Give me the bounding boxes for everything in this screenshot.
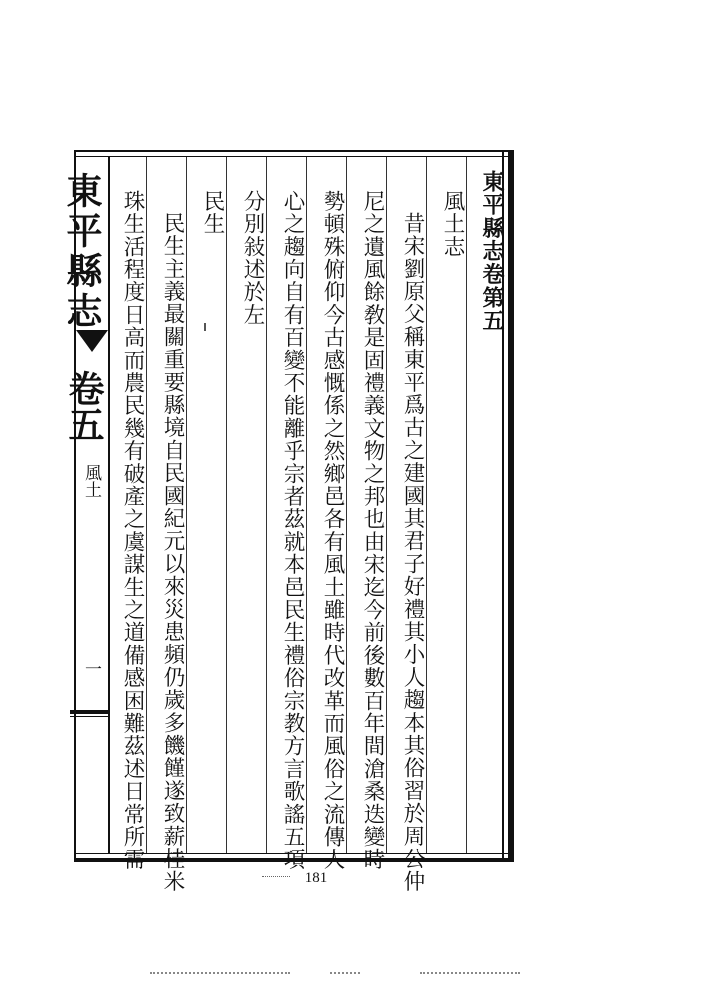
text-column: 尼之遺風餘敎是固禮義文物之邦也由宋迄今前後數百年間滄桑迭變時 (360, 190, 385, 871)
spine-volume: 卷五 (63, 370, 105, 442)
page-number-dots (262, 876, 290, 878)
text-column: 珠生活程度日高而農民幾有破產之虞謀生之道備感困難茲述日常所需 (120, 190, 145, 871)
subsection-heading-minsheng: 民生 (200, 190, 225, 236)
text-column: 分別敍述於左 (240, 190, 265, 327)
scan-artifact (420, 972, 520, 976)
scan-artifact (330, 972, 360, 976)
volume-title: 東平縣志卷第五 (479, 170, 505, 333)
section-heading-fengtu: 風土志 (440, 190, 465, 259)
fold-inner-line (108, 157, 110, 853)
text-column: 勢頓殊俯仰今古感慨係之然鄉邑各有風土雖時代改革而風俗之流傳人 (320, 190, 345, 871)
scan-artifact (150, 972, 290, 976)
frame-top-inner-border (75, 156, 508, 157)
frame-top-border (75, 150, 514, 152)
text-column: 民生主義最關重要縣境自民國紀元以來災患頻仍歲多饑饉遂致薪桂米 (160, 212, 185, 893)
spine-title: 東平縣志 (61, 172, 103, 332)
ink-tick (204, 323, 206, 331)
fold-bottom-bar (70, 710, 110, 714)
spine-page-mark: 一 (81, 660, 101, 677)
fold-bottom-thin-bar (70, 716, 110, 717)
spine-section: 風土 (81, 464, 101, 498)
text-column: 心之趨向自有百變不能離乎宗者茲就本邑民生禮俗宗教方言歌謠五項 (280, 190, 305, 871)
column-rule (466, 157, 467, 853)
fishtail-mark-icon (76, 330, 108, 352)
text-column: 昔宋劉原父稱東平爲古之建國其君子好禮其小人趨本其俗習於周公仲 (400, 212, 425, 893)
column-rule (226, 157, 227, 853)
page-number: 181 (304, 870, 328, 886)
